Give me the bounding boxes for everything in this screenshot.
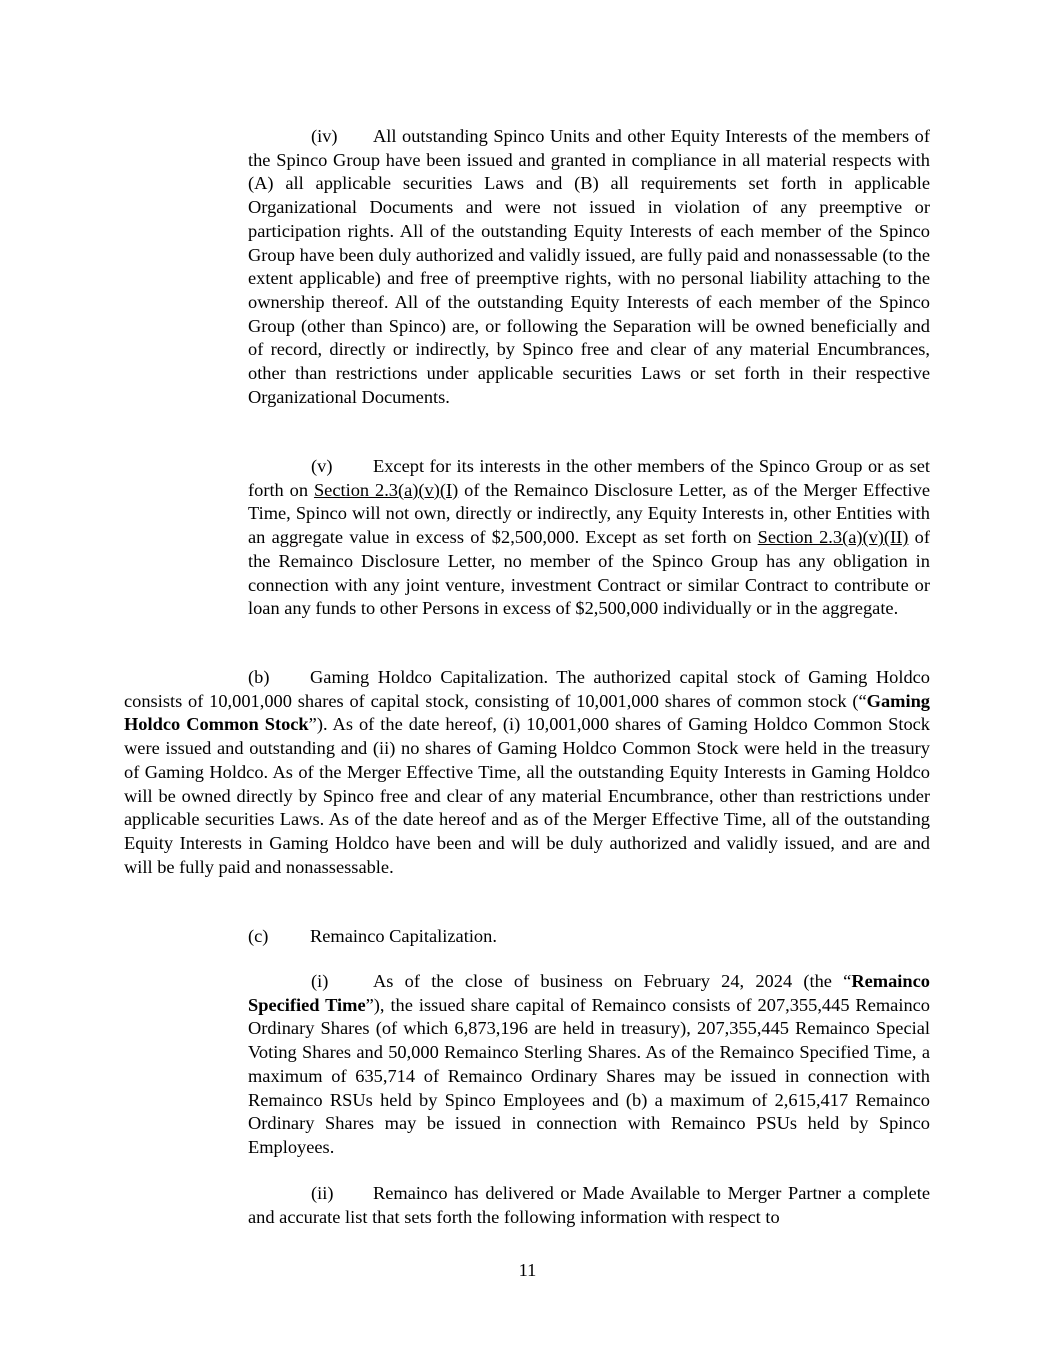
paragraph-text: Except for its interests in the other members of the Spinco Group or as set forth on — [248, 456, 930, 500]
paragraph-text: As of the close of business on February 24, 2024 (the “ — [373, 971, 852, 991]
paragraph-text: Remainco has delivered or Made Available to Merger Partner a complete and accurate list that sets forth the following information with respect to — [248, 1183, 930, 1227]
paragraph-label: (b) — [248, 667, 270, 687]
paragraph-text: ”). As of the date hereof, (i) 10,001,000 shares of Gaming Holdco Common Stock were issued and outstanding and (ii) no shares of Gaming Holdco Common Stock were held in the treasury of Gaming Holdco. As of the Merger Effective Time, all the outstanding Equity Interests in Gaming Holdco will be owned directly by Spinco free and clear of any material Encumbrance, other than restrictions under applicable securities Laws. As of the date hereof and as of the Merger Effective Time, all of the outstanding Equity Interests in Gaming Holdco have been and will be duly authorized and validly issued, and are and will be fully paid and nonassessable. — [124, 714, 930, 877]
defined-term: Gaming Holdco Common Stock — [124, 690, 930, 735]
paragraph-text: All outstanding Spinco Units and other Equity Interests of the members of the Spinco Group have been issued and granted in compliance in all material respects with (A) all applicable securities Laws and (B) all requirements set forth in applicable Organizational Documents and were not issued in violation of any preemptive or participation rights. All of the outstanding Equity Interests of each member of the Spinco Group have been duly authorized and validly issued, are fully paid and nonassessable (to the extent applicable) and free of preemptive rights, with no personal liability attaching to the ownership thereof. All of the outstanding Equity Interests of each member of the Spinco Group (other than Spinco) are, or following the Separation will be owned beneficially and of record, directly or indirectly, by Spinco free and clear of any material Encumbrances, other than restrictions under applicable securities Laws or set forth in their respective Organizational Documents. — [248, 126, 930, 407]
paragraph-i — [248, 970, 930, 1160]
paragraph-label: (i) — [311, 971, 329, 991]
paragraph-text: ”), the issued share capital of Remainco consists of 207,355,445 Remainco Ordinary Shares (of which 6,873,196 are held in treasury), 207,355,445 Remainco Special Voting Shares and 50,000 Remainco Sterling Shares. As of the Remainco Specified Time, a maximum of 635,714 of Remainco Ordinary Shares may be issued in connection with Remainco RSUs held by Spinco Employees and (b) a maximum of 2,615,417 Remainco Ordinary Shares may be issued in connection with Remainco PSUs held by Spinco Employees. — [248, 994, 930, 1157]
paragraph-label: (ii) — [311, 1183, 334, 1203]
paragraph-text: Gaming Holdco Capitalization. The authorized capital stock of Gaming Holdco consists of 10,001,000 shares of capital stock, consisting of 10,001,000 shares of common stock (“ — [124, 667, 930, 711]
paragraph-label: (c) — [248, 926, 269, 946]
page-number: 11 — [518, 1260, 537, 1280]
paragraph-ii — [248, 1182, 930, 1229]
paragraph-iv — [248, 125, 930, 409]
section-reference-link[interactable]: Section 2.3(a)(v)(I) — [313, 479, 459, 500]
paragraph-text: of the Remainco Disclosure Letter, as of the Merger Effective Time, Spinco will not own, directly or indirectly, any Equity Interests in, other Entities with an aggregate value in excess of $2,500,000. Except as set forth on — [248, 479, 930, 548]
section-reference-link[interactable]: Section 2.3(a)(v)(II) — [757, 527, 909, 548]
defined-term: Remainco Specified Time — [248, 971, 930, 1015]
paragraph-text: Remainco Capitalization. — [310, 926, 497, 946]
paragraph-c — [124, 925, 930, 949]
paragraph-text: of the Remainco Disclosure Letter, no member of the Spinco Group has any obligation in connection with any joint venture, investment Contract or similar Contract to contribute or loan any funds to other Persons in excess of $2,500,000 individually or in the aggregate. — [248, 527, 930, 619]
paragraph-v — [248, 455, 930, 621]
paragraph-b — [124, 666, 930, 879]
paragraph-label: (iv) — [311, 126, 338, 146]
paragraph-label: (v) — [311, 456, 333, 476]
